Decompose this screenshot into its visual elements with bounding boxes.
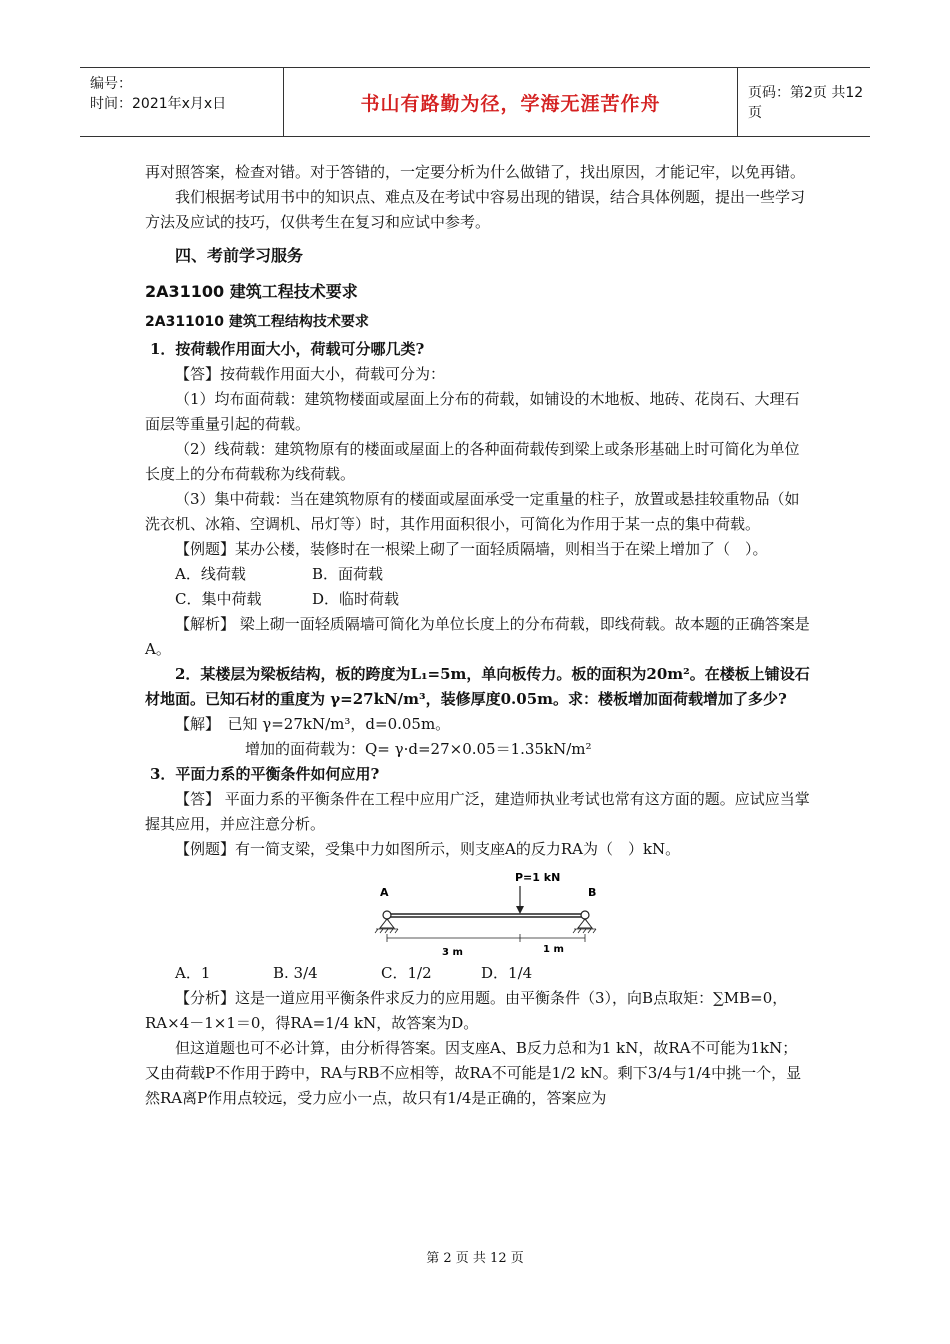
answer: 【答】按荷载作用面大小，荷载可分为： — [175, 365, 446, 383]
support-a-label: A — [380, 886, 389, 899]
time-label: 时间：2021年x月x日 — [90, 96, 227, 112]
option: C．1/2 — [381, 964, 432, 982]
answer-item: （1）均布面荷载：建筑物楼面或屋面上分布的荷载，如铺设的木地板、地砖、花岗石、大理石面层等重量引起的荷载。 — [145, 390, 800, 433]
option: D．临时荷载 — [312, 590, 400, 608]
section-heading: 2A31100 建筑工程技术要求 — [145, 282, 358, 301]
pin-a — [383, 911, 391, 919]
option: B. 3/4 — [273, 964, 318, 982]
example: 【例题】有一简支梁，受集中力如图所示，则支座A的反力RA为（ ）kN。 — [175, 840, 681, 858]
document-body — [145, 160, 810, 1111]
solution: 【解】 已知 γ=27kN/m³，d=0.05m。 — [175, 715, 451, 733]
beam-diagram-svg — [145, 864, 810, 959]
header-page-info: 页码：第2页 共12页 — [748, 85, 864, 121]
support-b-label: B — [588, 886, 597, 899]
answer-item: （2）线荷载：建筑物原有的楼面或屋面上的各种面荷载传到梁上或条形基础上时可简化为单位长度上的分布荷载称为线荷载。 — [145, 440, 800, 483]
answer-item: （3）集中荷载：当在建筑物原有的楼面或屋面承受一定重量的柱子，放置或悬挂较重物品（如洗衣机、冰箱、空调机、吊灯等）时，其作用面积很小，可简化为作用于某一点的集中荷载。 — [145, 490, 800, 533]
ground-a — [375, 929, 398, 933]
solution: 增加的面荷载为：Q= γ·d=27×0.05＝1.35kN/m² — [245, 740, 592, 758]
header-meta — [90, 74, 226, 114]
subsection-heading: 2A311010 建筑工程结构技术要求 — [145, 314, 369, 330]
load-arrowhead — [516, 906, 524, 914]
load-label: P=1 kN — [515, 871, 561, 884]
option: C．集中荷载 — [175, 590, 262, 608]
span-label-3m: 3 m — [442, 947, 463, 958]
options — [145, 961, 810, 986]
option: A．线荷载 — [175, 565, 246, 583]
analysis: 【分析】这是一道应用平衡条件求反力的应用题。由平衡条件（3），向B点取矩：∑MB=0，RA×4－1×1＝0，得RA=1/4 kN，故答案为D。 — [145, 989, 788, 1032]
option: A．1 — [175, 964, 211, 982]
header-motto: 书山有路勤为径，学海无涯苦作舟 — [283, 68, 738, 136]
page-footer: 第 2 页 共 12 页 — [426, 1251, 524, 1266]
options — [145, 587, 810, 612]
question: 2．某楼层为梁板结构，板的跨度为L₁=5m，单向板传力。板的面积为20m²。在楼板上铺设石材地面。已知石材的重度为 γ=27kN/m³，装修厚度0.05m。求：楼板增加面荷载增加了多少? — [145, 665, 810, 708]
question: 1．按荷载作用面大小，荷载可分哪几类? — [150, 340, 425, 358]
support-a — [380, 919, 394, 928]
span-label-1m: 1 m — [543, 944, 564, 955]
serial-label: 编号： — [90, 76, 132, 92]
beam-diagram — [145, 864, 810, 959]
support-b — [578, 919, 592, 928]
analysis: 【解析】 梁上砌一面轻质隔墙可简化为单位长度上的分布荷载，即线荷载。故本题的正确答案是A。 — [145, 615, 810, 658]
analysis: 但这道题也可不必计算，由分析得答案。因支座A、B反力总和为1 kN，故RA不可能为1kN；又由荷载P不作用于跨中，RA与RB不应相等，故RA不可能是1/2 kN。剩下3/4与1/4中挑一个，显然RA离P作用点较远，受力应小一点，故只有1/4是正确的，答案应为 — [145, 1039, 802, 1107]
page-header — [80, 67, 870, 137]
answer: 【答】 平面力系的平衡条件在工程中应用广泛，建造师执业考试也常有这方面的题。应试应当掌握其应用，并应注意分析。 — [145, 790, 810, 833]
question: 3．平面力系的平衡条件如何应用? — [150, 765, 380, 783]
paragraph: 我们根据考试用书中的知识点、难点及在考试中容易出现的错误，结合具体例题，提出一些学习方法及应试的技巧，仅供考生在复习和应试中参考。 — [145, 188, 806, 231]
pin-b — [581, 911, 589, 919]
ground-b — [573, 929, 596, 933]
options — [145, 562, 810, 587]
paragraph: 再对照答案，检查对错。对于答错的，一定要分析为什么做错了，找出原因，才能记牢，以免再错。 — [145, 163, 806, 181]
example: 【例题】某办公楼，装修时在一根梁上砌了一面轻质隔墙，则相当于在梁上增加了（ ）。 — [175, 540, 768, 558]
section-heading: 四、考前学习服务 — [175, 246, 304, 265]
option: D．1/4 — [481, 964, 533, 982]
option: B．面荷载 — [312, 565, 384, 583]
